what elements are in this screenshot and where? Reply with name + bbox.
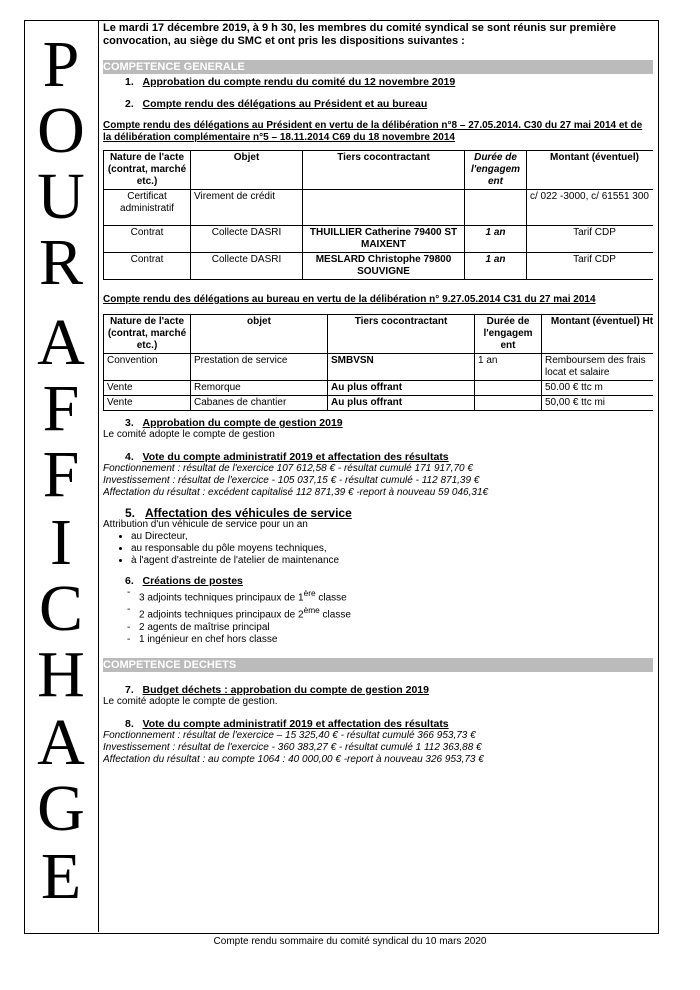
item-2-heading: 2. Compte rendu des délégations au Président et au bureau — [125, 98, 428, 110]
vertical-letter: F — [42, 372, 80, 445]
table-row — [104, 381, 654, 396]
list-item: • au responsable du pôle moyens techniques, — [131, 543, 653, 555]
table-cell: MESLARD Christophe 79800 SOUVIGNE — [303, 253, 465, 280]
table-cell: Tarif CDP — [527, 253, 654, 280]
document-content — [103, 20, 653, 932]
table-cell — [465, 190, 527, 226]
table-cell: Au plus offrant — [328, 396, 475, 411]
table-cell: Tarif CDP — [527, 226, 654, 253]
item-6-heading: 6. Créations de postes — [125, 575, 243, 587]
item-5-heading: 5. Affectation des véhicules de service — [125, 506, 352, 520]
item-1-heading: 1. Approbation du compte rendu du comité du 12 novembre 2019 — [125, 76, 456, 88]
vertical-letter: U — [37, 160, 85, 233]
table-cell: Cabanes de chantier — [191, 396, 328, 411]
item-8-line: Investissement : résultat de l'exercice - 360 383,27 € - résultat cumulé 1 112 363,88 € — [103, 741, 482, 753]
item-8-line: Fonctionnement : résultat de l'exercice – 15 325,40 € - résultat cumulé 366 953,73 € — [103, 729, 476, 741]
vertical-letter: A — [37, 306, 85, 379]
table-cell — [475, 381, 542, 396]
vertical-letter: P — [42, 28, 80, 101]
table-row — [104, 396, 654, 411]
table-cell: Certificat administratif — [104, 190, 191, 226]
table-cell: SMBVSN — [328, 354, 475, 381]
table-cell: 1 an — [465, 226, 527, 253]
list-item: - 2 agents de maîtrise principal — [125, 622, 653, 634]
item-4-heading: 4. Vote du compte administratif 2019 et affectation des résultats — [125, 451, 449, 463]
item-7-text: Le comité adopte le compte de gestion. — [103, 695, 278, 707]
item-4-line: Fonctionnement : résultat de l'exercice 107 612,58 € - résultat cumulé 171 917,70 € — [103, 463, 473, 474]
table-cell: THUILLIER Catherine 79400 ST MAIXENT — [303, 226, 465, 253]
table-cell: Prestation de service — [191, 354, 328, 381]
vertical-letter: G — [37, 772, 85, 845]
item-3-heading: 3. Approbation du compte de gestion 2019 — [125, 417, 343, 429]
table-cell — [475, 396, 542, 411]
table-header-cell: Objet — [191, 151, 303, 190]
table-cell: Convention — [104, 354, 191, 381]
vertical-letter: O — [37, 94, 85, 167]
item-6-list — [103, 587, 653, 646]
table-cell: Au plus offrant — [328, 381, 475, 396]
table-row — [104, 354, 654, 381]
table-cell: Remboursem des frais locat et salaire — [542, 354, 654, 381]
table-cell: 1 an — [475, 354, 542, 381]
table-cell: Vente — [104, 381, 191, 396]
section-general-header: COMPETENCE GENERALE — [103, 60, 653, 74]
table-row — [104, 226, 654, 253]
page-footer: Compte rendu sommaire du comité syndical du 10 mars 2020 — [213, 936, 487, 947]
item-7-heading: 7. Budget déchets : approbation du compte de gestion 2019 — [125, 683, 429, 696]
vertical-letter: R — [38, 226, 84, 299]
table-deleg-bureau — [103, 314, 653, 411]
table-cell: 1 an — [465, 253, 527, 280]
table-header-cell: Tiers cocontractant — [328, 315, 475, 354]
table-row — [104, 190, 654, 226]
table-cell: c/ 022 -3000, c/ 61551 300 — [527, 190, 654, 226]
table-header-cell: Tiers cocontractant — [303, 151, 465, 190]
list-item: - 2 adjoints techniques principaux de 2ème classe — [125, 604, 653, 621]
table-cell: Collecte DASRI — [191, 253, 303, 280]
vertical-letter: H — [37, 638, 85, 711]
table-cell: 50.00 € ttc m — [542, 381, 654, 396]
vertical-letter: C — [38, 572, 84, 645]
item-5-list — [103, 531, 653, 567]
table-header-cell: Montant (éventuel) — [527, 151, 654, 190]
table-header-cell: Durée de l'engagem ent — [475, 315, 542, 354]
list-item: • à l'agent d'astreinte de l'atelier de maintenance — [131, 555, 653, 567]
table-cell: Contrat — [104, 253, 191, 280]
item-8-line: Affectation du résultat : au compte 1064 : 40 000,00 € -report à nouveau 326 953,73 € — [103, 753, 484, 765]
table-header-cell: Durée de l'engagem ent — [465, 151, 527, 190]
item-3-text: Le comité adopte le compte de gestion — [103, 429, 275, 440]
table-header-row — [104, 315, 654, 354]
list-item: - 1 ingénieur en chef hors classe — [125, 634, 653, 646]
intro-paragraph: Le mardi 17 décembre 2019, à 9 h 30, les membres du comité syndical se sont réunis sur première convocation, au siège du SMC et ont pris les dispositions suivantes : — [103, 22, 616, 47]
list-item: - 3 adjoints techniques principaux de 1ère classe — [125, 587, 653, 604]
deleg-bureau-title: Compte rendu des délégations au bureau en vertu de la délibération n° 9.27.05.2014 C31 du 27 mai 2014 — [103, 294, 596, 305]
section-dechets-header: COMPETENCE DECHETS — [103, 658, 653, 672]
table-header-cell: objet — [191, 315, 328, 354]
table-header-row — [104, 151, 654, 190]
list-item: • au Directeur, — [131, 531, 653, 543]
item-5-intro: Attribution d'un véhicule de service pour un an — [103, 519, 308, 530]
table-cell: Contrat — [104, 226, 191, 253]
item-4-line: Investissement : résultat de l'exercice - 105 037,15 € - résultat cumulé - 112 871,39 € — [103, 475, 480, 486]
vertical-letter: E — [40, 840, 82, 913]
table-cell: 50,00 € ttc mi — [542, 396, 654, 411]
vertical-letter: I — [50, 506, 72, 579]
table-header-cell: Nature de l'acte (contrat, marché etc.) — [104, 151, 191, 190]
item-4-line: Affectation du résultat : excédent capitalisé 112 871,39 € -report à nouveau 59 046,31€ — [103, 487, 489, 498]
vertical-letter: F — [42, 438, 80, 511]
table-row — [104, 253, 654, 280]
table-header-cell: Montant (éventuel) Ht — [542, 315, 654, 354]
table-header-cell: Nature de l'acte (contrat, marché etc.) — [104, 315, 191, 354]
table-cell: Virement de crédit — [191, 190, 303, 226]
deleg-president-title: Compte rendu des délégations au Président en vertu de la délibération n°8 – 27.05.2014. C30 du 27 mai 2014 et de la délibération complémentaire n°5 – 18.11.2014 C69 du 18 novembre 2014 — [103, 120, 643, 143]
table-cell — [303, 190, 465, 226]
item-8-heading: 8. Vote du compte administratif 2019 et affectation des résultats — [125, 717, 449, 730]
table-deleg-president — [103, 150, 653, 280]
table-cell: Vente — [104, 396, 191, 411]
table-cell: Collecte DASRI — [191, 226, 303, 253]
vertical-title — [24, 20, 99, 932]
vertical-letter: A — [37, 706, 85, 779]
table-cell: Remorque — [191, 381, 328, 396]
